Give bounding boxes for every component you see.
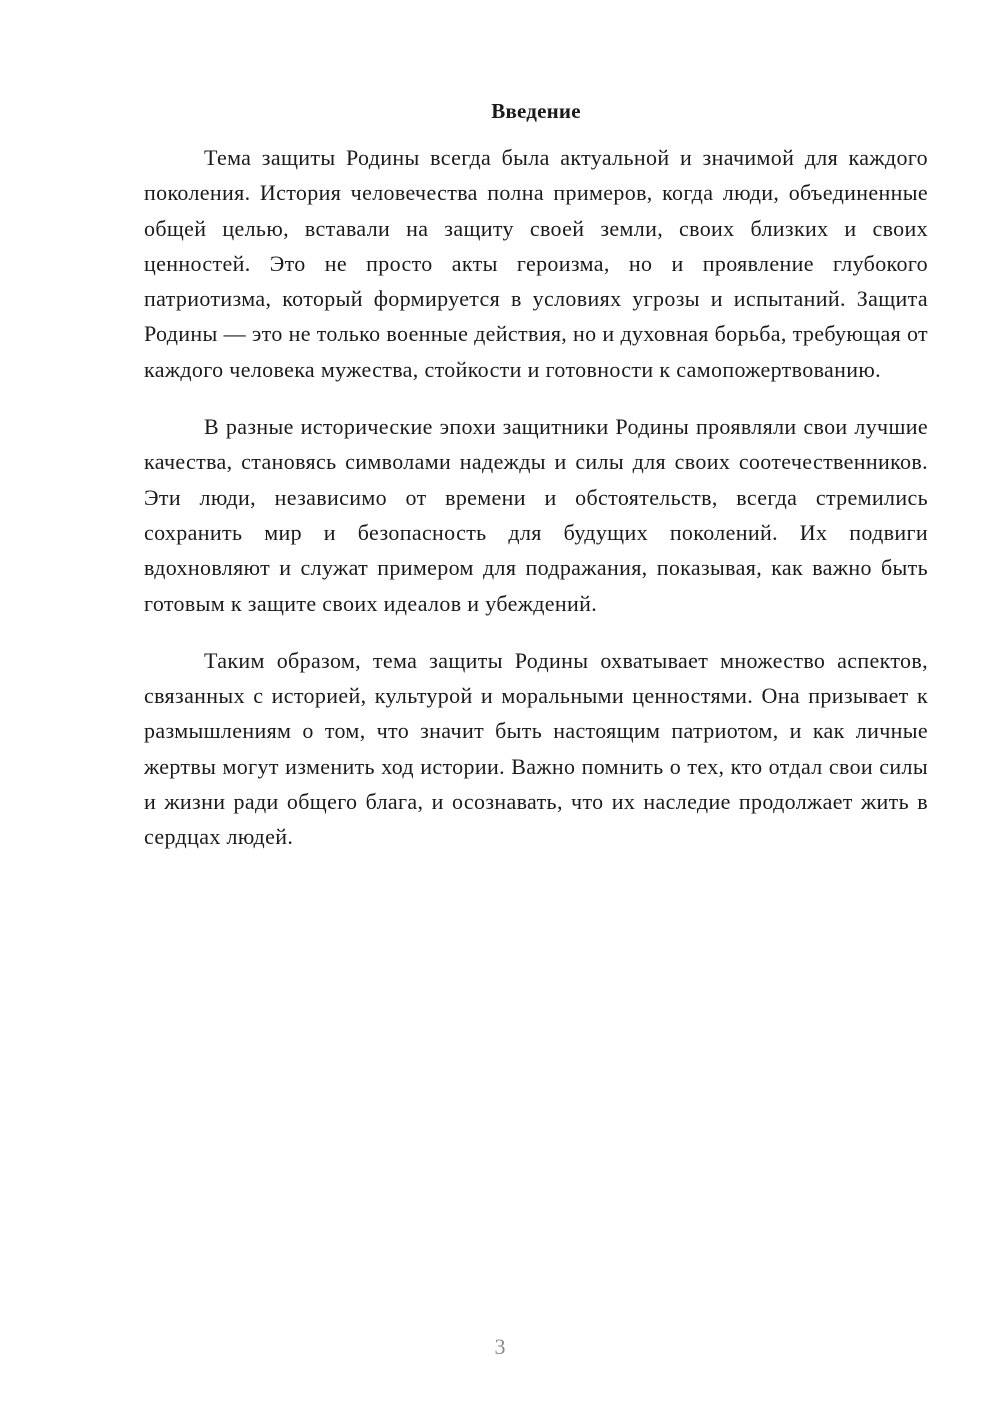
section-heading: Введение [491, 99, 581, 123]
page-content [144, 96, 928, 877]
paragraph-2: В разные исторические эпохи защитники Родины проявляли свои лучшие качества, становясь символами надежды и силы для своих соотечественников. Эти люди, независимо от времени и обстоятельств, всегда стремились сохранить мир и безопасность для будущих поколений. Их подвиги вдохновляют и служат примером для подражания, показывая, как важно быть готовым к защите своих идеалов и убеждений. [144, 414, 928, 616]
page-number: 3 [494, 1334, 506, 1359]
paragraph-1: Тема защиты Родины всегда была актуальной и значимой для каждого поколения. История человечества полна примеров, когда люди, объединенные общей целью, вставали на защиту своей земли, своих близких и своих ценностей. Это не просто акты героизма, но и проявление глубокого патриотизма, который формируется в условиях угрозы и испытаний. Защита Родины — это не только военные действия, но и духовная борьба, требующая от каждого человека мужества, стойкости и готовности к самопожертвованию. [144, 145, 928, 382]
paragraph-3: Таким образом, тема защиты Родины охватывает множество аспектов, связанных с историей, культурой и моральными ценностями. Она призывает к размышлениям о том, что значит быть настоящим патриотом, и как личные жертвы могут изменить ход истории. Важно помнить о тех, кто отдал свои силы и жизни ради общего блага, и осознавать, что их наследие продолжает жить в сердцах людей. [144, 647, 928, 850]
